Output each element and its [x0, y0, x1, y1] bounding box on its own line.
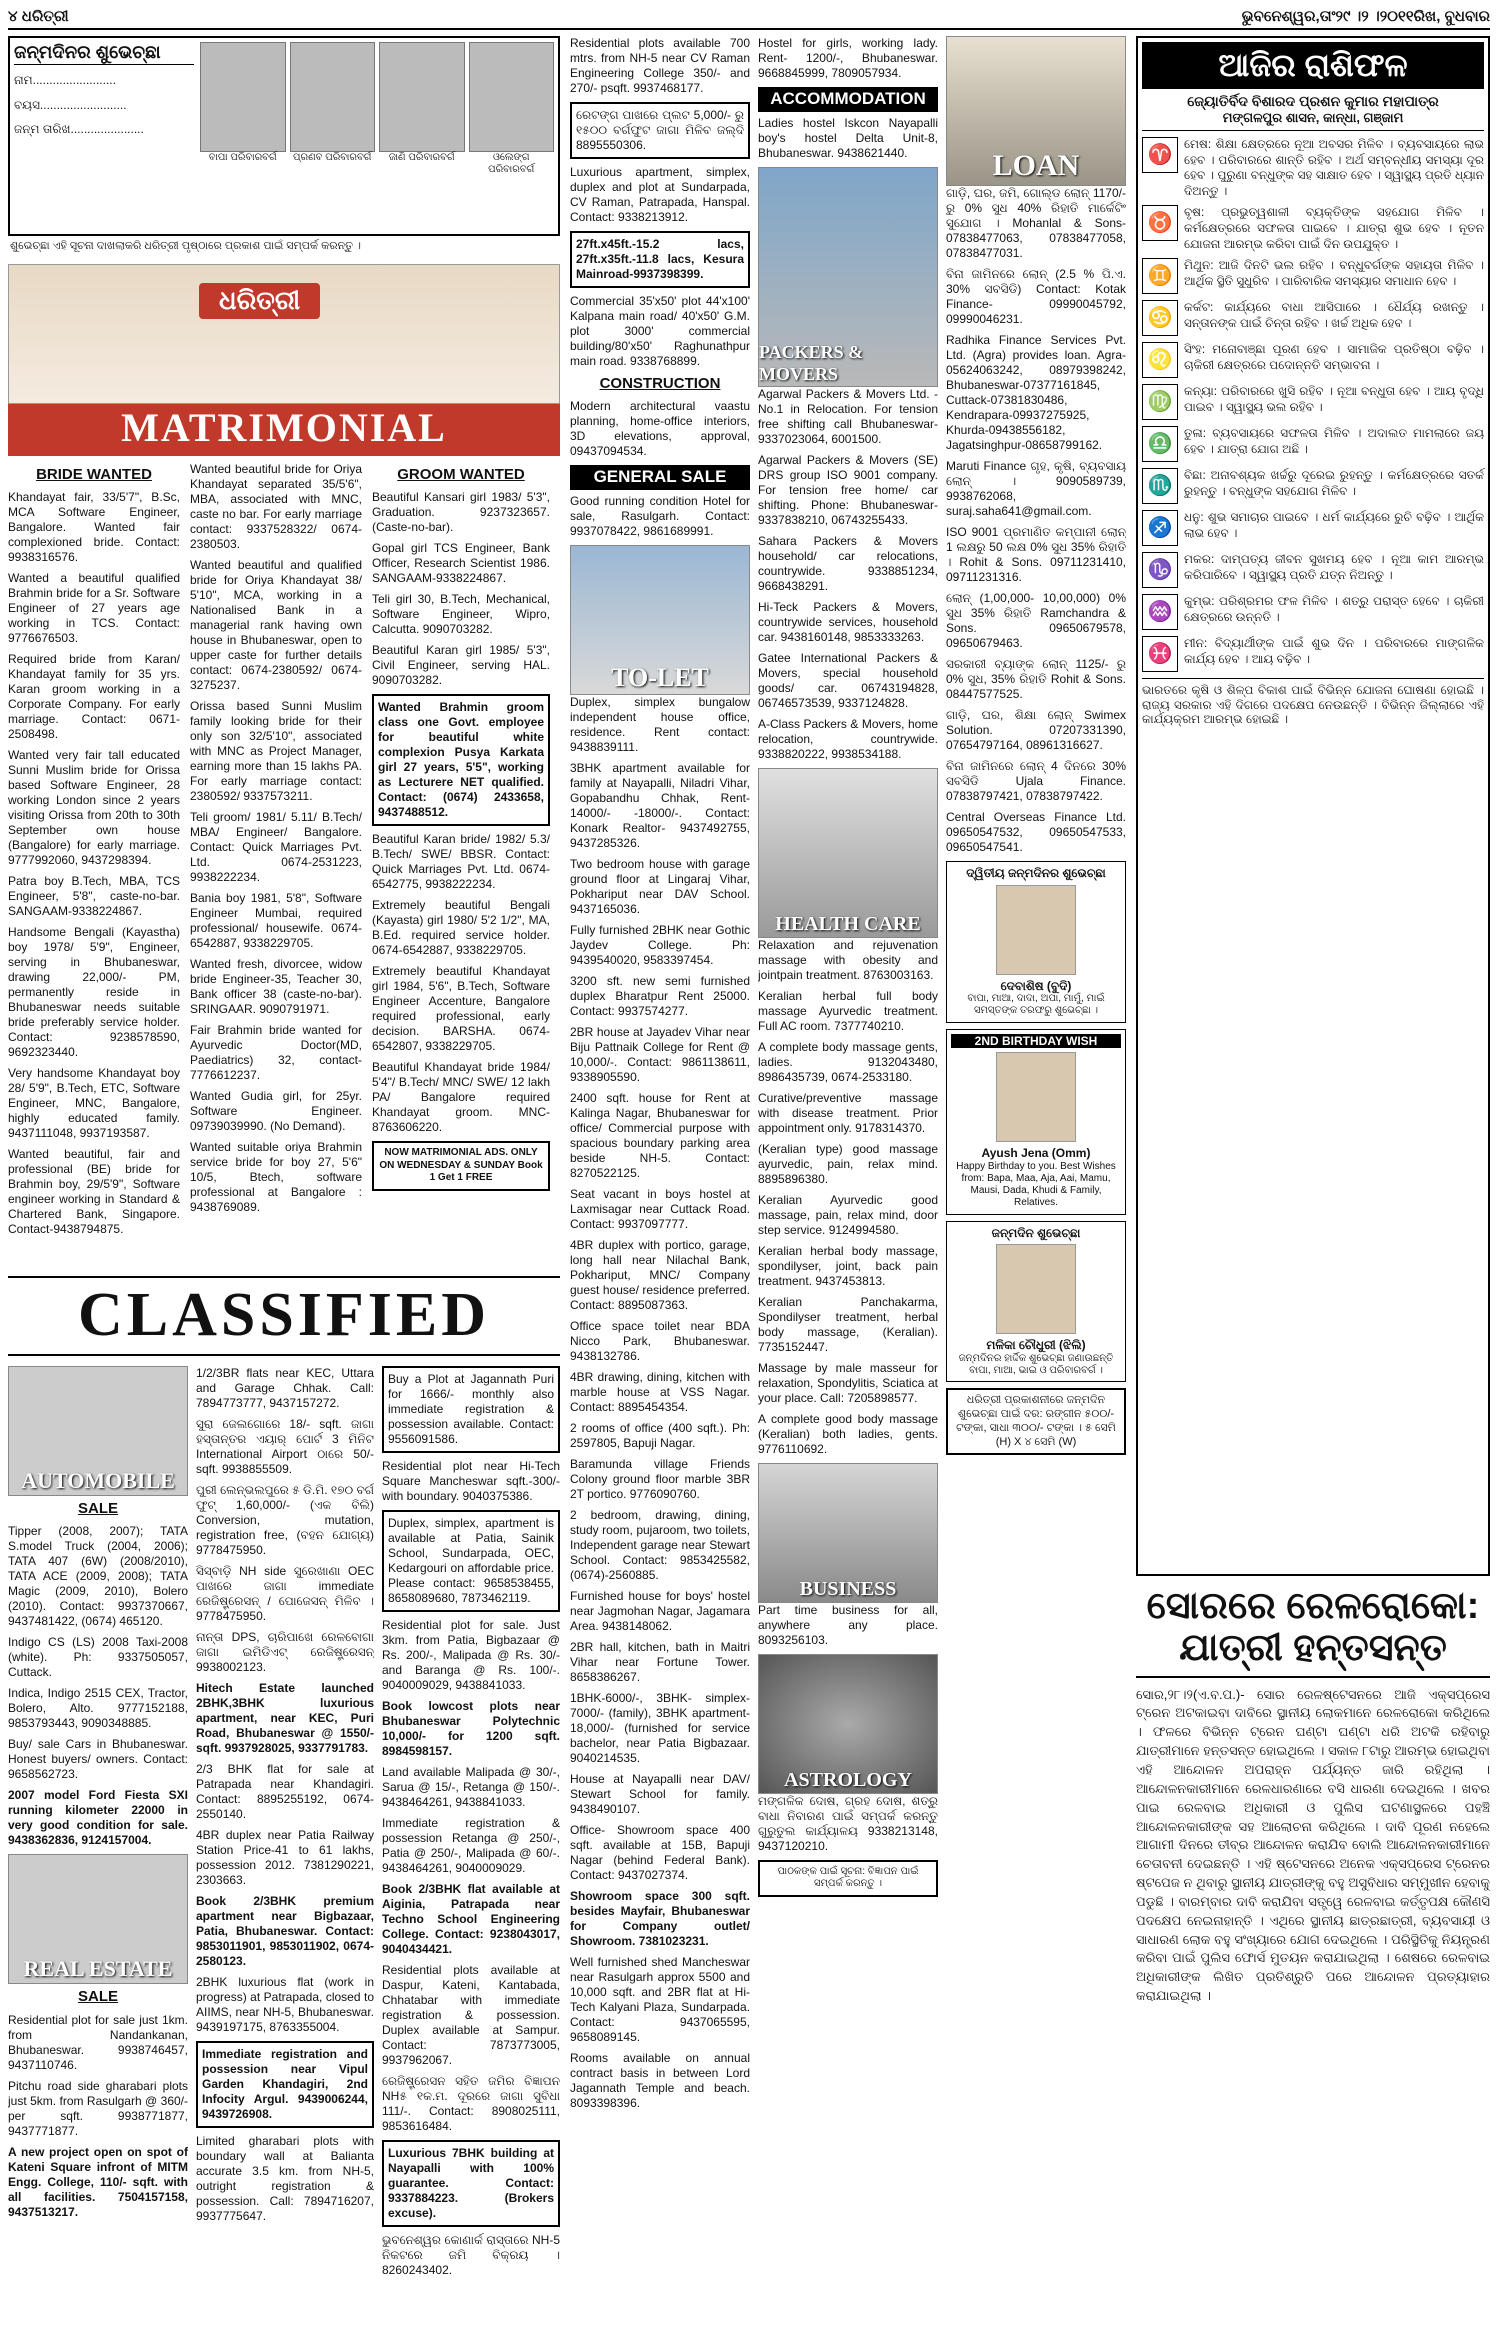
- matrimonial-ad: Gopal girl TCS Engineer, Bank Officer, Research Scientist 1986. SANGAAM-9338224867.: [372, 541, 550, 586]
- matrimonial-ad: Patra boy B.Tech, MBA, TCS Engineer, 5'8", caste-no-bar. SANGAAM-9338224867.: [8, 874, 180, 919]
- news-article: [1136, 1586, 1490, 2329]
- classified-ad: A new project open on spot of Kateni Square infront of MITM Engg. College, 110/- sqft. with all facilities. 7504157158, 9437513217.: [8, 2144, 188, 2219]
- rashi-list: [1142, 137, 1484, 672]
- birthday-field-age: ବୟସ..........................: [14, 97, 127, 112]
- classified-ad: 2/3 BHK flat for sale at Patrapada near Khandagiri. Contact: 8895255192, 0674-2550140.: [196, 1762, 374, 1821]
- header-right: ଭୁବନେଶ୍ୱର,ତାଂ୨୯ ।୨ ।୨୦୧୧ରିଖ, ବୁଧବାର: [1241, 7, 1490, 25]
- rashi-symbol-icon: ♓: [1142, 636, 1178, 672]
- classified-ad: Hitech Estate launched 2BHK,3BHK luxurious apartment, near KEC, Puri Road, Bhubaneswar @ 1550/- sqft. 9937928025, 9337791783.: [196, 1681, 374, 1755]
- classified-ad: ଗାଡ଼ି, ଘର, ଜମି, ଗୋଲ୍ଡ ଲୋନ୍ 1170/- ରୁ 0% ସୁଧ 40% ରିହାତି ମାର୍କେଟିଂ ସୁଯୋଗ । Mohanlal & Sons- 07838477063, 07838477058, 07838477031.: [946, 186, 1126, 260]
- classified-ad: Book 2/3BHK premium apartment near Bigbazaar, Patia, Bhubaneswar. Contact: 9853011901, 9853011902, 0674-2580123.: [196, 1894, 374, 1968]
- classified-ad: 2BR hall, kitchen, bath in Maitri Vihar near Fortune Tower. 8658386267.: [570, 1640, 750, 1685]
- news-headline-1: ସୋରରେ ରେଳରୋକୋ:: [1146, 1586, 1480, 1627]
- classified-ad-boxed: Buy a Plot at Jagannath Puri for 1666/- monthly also immediate registration & possession available. Contact: 9556091586.: [382, 1366, 560, 1453]
- classified-ad: Massage by male masseur for relaxation, Spondylitis, Sciatica at your place. Call: 7205898577.: [758, 1360, 938, 1405]
- matrimonial-ad: Beautiful Kansari girl 1983/ 5'3", Graduation. 9237323657. (Caste-no-bar).: [372, 490, 550, 535]
- classified-ad: Buy/ sale Cars in Bhubaneswar. Honest buyers/ owners. Contact: 9658562723.: [8, 1737, 188, 1782]
- matrimonial-ad-boxed: Wanted Brahmin groom class one Govt. employee for beautiful white complexion Pusya Karkata girl 27 years, 5'5", working as Lecturere NET qualified. Contact: (0674) 2433658, 9437488512.: [372, 694, 550, 826]
- real-estate-image: REAL ESTATE: [8, 1854, 188, 1984]
- classified-ad: Office space toilet near BDA Nicco Park, Bhubaneswar. 9438132786.: [570, 1319, 750, 1364]
- classified-ad: Keralian herbal full body massage Ayurvedic treatment. Full AC room. 7377740210.: [758, 988, 938, 1033]
- classified-ad: Hostel for girls, working lady. Rent- 1200/-, Bhubaneswar. 9668845999, 7809057934.: [758, 36, 938, 80]
- photo-4: [469, 42, 555, 152]
- classified-ad: Book lowcost plots near Bhubaneswar Polytechnic 10,000/- for 1200 sqft. 8984598157.: [382, 1699, 560, 1758]
- matrimonial-ad: Beautiful Khandayat bride 1984/ 5'4"/ B.Tech/ MNC/ SWE/ 12 lakh PA/ Bangalore required Khandayat groom. MNC- 8763606220.: [372, 1060, 550, 1135]
- classified-ad: 2400 sqft. house for Rent at Kalinga Nagar, Bhubaneswar for office/ Commercial purpose with spacious boundary parking area beside NH-5. Contact: 8270522125.: [570, 1091, 750, 1181]
- classified-ad: 2 rooms of office (400 sqft.). Ph: 2597805, Bapuji Nagar.: [570, 1421, 750, 1451]
- classified-ad-boxed: 27ft.x45ft.-15.2 lacs, 27ft.x35ft.-11.8 lacs, Kesura Mainroad-9937398399.: [570, 231, 750, 288]
- classified-col-4: [570, 36, 750, 2316]
- header-left: ୪ ଧରିତ୍ରୀ: [8, 7, 69, 25]
- classified-ad: Indigo CS (LS) 2008 Taxi-2008 (white). Ph: 9337505057, Cuttack.: [8, 1635, 188, 1680]
- classified-ad: 3BHK apartment available for family at Nayapalli, Niladri Vihar, Gopabandhu Chhak, Rent-14000/- -18000/-. Contact: Konark Realtor- 9437492755, 9437285326.: [570, 761, 750, 851]
- rashifal-section: [1136, 36, 1490, 1576]
- classified-ad: Modern architectural vaastu planning, home-office interiors, 3D elevations, approval, 09437094534.: [570, 399, 750, 459]
- accommodation-heading: ACCOMMODATION: [758, 87, 938, 112]
- classified-col-3: [382, 1366, 560, 2329]
- rashi-item: ♌ ସିଂହ: ମନୋବାଞ୍ଛା ପୂରଣ ହେବ । ସାମାଜିକ ପ୍ରତିଷ୍ଠା ବଢ଼ିବ । ଚାକିରୀ କ୍ଷେତ୍ରରେ ପଦୋନ୍ନତି ସମ୍ଭାବନା ।: [1142, 342, 1484, 378]
- child-name: ମଳିକା ଚୌଧୁରୀ (ଝିଲି): [986, 1338, 1086, 1353]
- classified-ad: 2007 model Ford Fiesta SXI running kilometer 22000 in very good condition for sale. 9438362836, 9124157004.: [8, 1788, 188, 1848]
- classified-ad: Seat vacant in boys hostel at Laxmisagar near Cuttack Road. Contact: 9937097777.: [570, 1187, 750, 1232]
- birthday-form-box: [8, 36, 560, 236]
- classified-ad: ନାନ୍ତା DPS, ଚାରିପାଖେ ରେଳବୋଗା ଜାଗା ଇମିଡିଏଟ୍ ରେଜିଷ୍ଟ୍ରେସନ୍ 9938002123.: [196, 1630, 374, 1674]
- subscribe-box: ପାଠକଙ୍କ ପାଇଁ ସୂଚନା: ବିଜ୍ଞାପନ ପାଇଁ ସମ୍ପର୍କ କରନ୍ତୁ ।: [758, 1860, 938, 1897]
- matrimonial-ad: Handsome Bengali (Kayastha) boy 1978/ 5'9", Engineer, serving in Bhubaneswar, drawing 22,000/- PM, permanently reside in Bhubaneswar needs suitable bride preferably service holder. Contact: 9238578590, 9692323440.: [8, 925, 180, 1060]
- classified-banner-box: [8, 1276, 560, 1356]
- child-photo: [996, 1052, 1076, 1142]
- matrimonial-ad: Wanted beautiful and qualified bride for Oriya Khandayat 38/ 5'10", MCA, working in a Nationalised Bank in a managerial rank having own house in Bhubaneswar, open to upper caste for further details contact: 0674-2380592/ 0674-3275237.: [190, 558, 362, 692]
- classified-ad: A complete good body massage (Keralian) both ladies, gents. 9776110692.: [758, 1411, 938, 1456]
- matrimonial-ad: Wanted fresh, divorcee, widow bride Engineer-35, Teacher 30, Bank officer 38 (caste-no-bar). SRINGAAR. 9090791971.: [190, 957, 362, 1016]
- classified-ad: Maruti Finance ଗୃହ, କୃଷି, ବ୍ୟବସାୟ ଲୋନ୍ । 9090589739, 9938762068, suraj.saha641@gmail.com.: [946, 459, 1126, 518]
- classified-ad: 4BR drawing, dining, kitchen with marble house at VSS Nagar. Contact: 8895454354.: [570, 1370, 750, 1415]
- classified-ad: Relaxation and rejuvenation massage with obesity and jointpain treatment. 8763003163.: [758, 937, 938, 982]
- classified-ad: 3200 sft. new semi furnished duplex Bharatpur Rent 25000. Contact: 9937574277.: [570, 974, 750, 1019]
- rashi-item: ♉ ବୃଷ: ପ୍ରଭୁତ୍ୱଶାଳୀ ବ୍ୟକ୍ତିଙ୍କ ସହଯୋଗ ମିଳିବ । କର୍ମକ୍ଷେତ୍ରରେ ସଫଳତା ପାଇବେ । ଯାତ୍ରା ଶୁଭ ହେବ । ନୂତନ ଯୋଜନା ଆରମ୍ଭ କରିବା ପାଇଁ ଦିନ ଉପଯୁକ୍ତ ।: [1142, 205, 1484, 252]
- classified-ad: ISO 9001 ପ୍ରମାଣିତ କମ୍ପାନୀ ଲୋନ୍ 1 ଲକ୍ଷରୁ 50 ଲକ୍ଷ 0% ସୁଧ 35% ରିହାତି । Rohit & Sons. 09711231410, 09711231316.: [946, 525, 1126, 584]
- classified-ad: Baramunda village Friends Colony ground floor marble 3BR 2T portico. 9776090760.: [570, 1457, 750, 1502]
- classified-ad: Keralian Panchakarma, Spondilyser treatment, herbal body massage, (Keralian). 7735152447.: [758, 1294, 938, 1354]
- classified-ad: Central Overseas Finance Ltd. 09650547532, 09650547533, 09650547541.: [946, 810, 1126, 854]
- classified-ad: 2BR house at Jayadev Vihar near Biju Pattnaik College for Rent @ 10,000/-. Contact: 9861138611, 9338905590.: [570, 1025, 750, 1085]
- classified-ad: ସୁରା ଜେଲଗୋରେ 18/- sqft. ଜାଗା ହସ୍ତାନ୍ତର ଏୟାର୍ ପୋର୍ଟ 3 ମିନିଟ International Airport ଠାରେ 50/- sqft. 9938855509.: [196, 1417, 374, 1476]
- construction-heading: CONSTRUCTION: [599, 375, 721, 392]
- classified-col-2: [196, 1366, 374, 2329]
- classified-ad: ବିନା ଜାମିନରେ ଲୋନ୍ (2.5 % ପି.ଏ. 30% ସବସିଡି) Contact: Kotak Finance- 09990045792, 09990046231.: [946, 267, 1126, 326]
- groom-wanted-col: [372, 462, 550, 1243]
- matrimonial-ad: Extremely beautiful Khandayat girl 1984, 5'6", B.Tech, Software Engineer Accenture, Bangalore required professional, early decision. BARSHA. 0674-6542807, 9338229705.: [372, 964, 550, 1054]
- classified-ad: Residential plots available at Daspur, Kateni, Kantabada, Chhatabar with immediate registration & possession. Duplex available at Sampur. Contact: 7873773005, 9937962067.: [382, 1963, 560, 2067]
- rashi-symbol-icon: ♋: [1142, 300, 1178, 336]
- classified-ad-boxed: Luxurious 7BHK building at Nayapalli with 100% guarantee. Contact: 9337884223. (Brokers excuse).: [382, 2140, 560, 2227]
- rashi-symbol-icon: ♎: [1142, 426, 1178, 462]
- photo-3: [379, 42, 465, 152]
- classified-ad: ସିସ୍‌ବାଡ଼ି NH side ସୁରେଖାଣା OEC ପାଖରେ ଜାଗା immediate ରେଜିଷ୍ଟ୍ରେସନ୍ / ପୋଜେସନ୍ ମିଳିବ । 9778475950.: [196, 1564, 374, 1623]
- rashi-symbol-icon: ♏: [1142, 468, 1178, 504]
- rashi-item: ♐ ଧନୁ: ଶୁଭ ସମାଚାର ପାଇବେ । ଧର୍ମ କାର୍ଯ୍ୟରେ ରୁଚି ବଢ଼ିବ । ଆର୍ଥିକ ଲାଭ ହେବ ।: [1142, 510, 1484, 546]
- child-name: Ayush Jena (Omm): [981, 1146, 1091, 1161]
- birthday-wish-message: ବାପା, ମାଆ, ଦାଦା, ଅପା, ମାମୁଁ, ମାଇଁ ସମସ୍ତଙ୍କ ତରଫରୁ ଶୁଭେଚ୍ଛା ।: [967, 993, 1105, 1017]
- classified-ad: 2BHK luxurious flat (work in progress) at Patrapada, closed to AIIMS, near NH-5, Bhubaneswar. 9439197175, 8763355004.: [196, 1975, 374, 2034]
- matrimonial-ad: Wanted beautiful, fair and professional (BE) bride for Brahmin boy, 29/5'9", Software engineer working in Standard & Chartered Bank, Singapore. Contact-9438794875.: [8, 1147, 180, 1237]
- matrimonial-header-image: [8, 264, 560, 404]
- classified-ad: Rooms available on annual contract basis in between Lord Jagannath Temple and beach. 8093398396.: [570, 2051, 750, 2111]
- automobile-sale-heading: SALE: [77, 1500, 118, 1517]
- classified-ad: Agarwal Packers & Movers (SE) DRS group ISO 9001 company. For tension free home/ car shifting. Phone: Bhubaneswar- 9337838210, 06743255433.: [758, 452, 938, 527]
- rashi-symbol-icon: ♑: [1142, 552, 1178, 588]
- rashi-item: ♒ କୁମ୍ଭ: ପରିଶ୍ରମର ଫଳ ମିଳିବ । ଶତ୍ରୁ ପରାସ୍ତ ହେବେ । ଚାକିରୀ କ୍ଷେତ୍ରରେ ଉନ୍ନତି ।: [1142, 594, 1484, 630]
- loan-image: LOAN: [946, 36, 1126, 186]
- classified-ad: 4BR duplex near Patia Railway Station Price-41 to 61 lakhs, possession 2012. 7381290221, 2303663.: [196, 1828, 374, 1887]
- birthday-wish-title: ଦ୍ୱିତୀୟ ଜନ୍ମଦିନର ଶୁଭେଚ୍ଛା: [966, 866, 1106, 880]
- rashi-symbol-icon: ♊: [1142, 258, 1178, 294]
- news-headline-2: ଯାତ୍ରୀ ହନ୍ତସନ୍ତ: [1136, 1628, 1490, 1678]
- classified-ad: Immediate registration & possession Retanga @ 250/-, Patia @ 250/-, Malipada @ 60/-. 9438464261, 9040009029.: [382, 1816, 560, 1875]
- matrimonial-ad: Wanted Gudia girl, for 25yr. Software Engineer. 09739039990. (No Demand).: [190, 1089, 362, 1133]
- child-photo: [996, 885, 1076, 975]
- bride-wanted-col-2: [190, 462, 362, 1243]
- matrimonial-ad: Extremely beautiful Bengali (Kayasta) girl 1980/ 5'2 1/2", MA, B.Ed. required service holder. 0674-6542887, 9338229705.: [372, 898, 550, 958]
- classified-ad: (Keralian type) good massage ayurvedic, pain, relax mind. 8895896380.: [758, 1141, 938, 1186]
- classified-ad: Agarwal Packers & Movers Ltd. - No.1 in Relocation. For tension free shifting call Bhubaneswar- 9337023064, 6001500.: [758, 386, 938, 446]
- real-estate-sale-heading: SALE: [77, 1988, 118, 2006]
- matrimonial-ad: Fair Brahmin bride wanted for Ayurvedic Doctor(MD, Paediatrics) 32, contact-7776612237.: [190, 1023, 362, 1082]
- matrimonial-ad: Wanted beautiful bride for Oriya Khandayat separated 35/5'6", MBA, associated with MNC, caste no bar. For early marriage contact: 9337528322/ 0674-2380503.: [190, 462, 362, 551]
- rashifal-place: ମଙ୍ଗଳପୁର ଶାସନ, କାନ୍ଧା, ଗଞ୍ଜାମ: [1142, 110, 1484, 131]
- classified-ad: Office- Showroom space 400 sqft. available at 15B, Bapuji Nagar (behind Federal Bank). Contact: 9437027374.: [570, 1823, 750, 1883]
- rashi-item: ♋ କର୍କଟ: କାର୍ଯ୍ୟରେ ବାଧା ଆସିପାରେ । ଧୈର୍ଯ୍ୟ ରଖନ୍ତୁ । ସନ୍ତାନଙ୍କ ପାଇଁ ଚିନ୍ତା ରହିବ । ଖର୍ଚ୍ଚ ଅଧିକ ହେବ ।: [1142, 300, 1484, 336]
- photo-label-1: ବାପା ପରିବାରବର୍ଗ: [208, 152, 277, 163]
- classified-banner: CLASSIFIED: [77, 1281, 491, 1350]
- classified-ad: Keralian herbal body massage, spondilyser, joint, back pain treatment. 9437453813.: [758, 1243, 938, 1288]
- rashi-item: ♑ ମକର: ଦାମ୍ପତ୍ୟ ଜୀବନ ସୁଖମୟ ହେବ । ନୂଆ କାମ ଆରମ୍ଭ କରିପାରିବେ । ସ୍ୱାସ୍ଥ୍ୟ ପ୍ରତି ଯତ୍ନ ନିଅନ୍ତୁ ।: [1142, 552, 1484, 588]
- classified-ad: 1/2/3BR flats near KEC, Uttara and Garage Chhak. Call: 7894773777, 9437157272.: [196, 1366, 374, 1410]
- classified-ad: Sahara Packers & Movers household/ car relocations, countrywide. 9338851234, 9668438291.: [758, 533, 938, 593]
- matrimonial-ad: Beautiful Karan girl 1985/ 5'3", Civil Engineer, serving HAL. 9090703282.: [372, 643, 550, 688]
- birthday-field-dob: ଜନ୍ମ ତାରିଖ......................: [14, 122, 144, 137]
- rashi-symbol-icon: ♒: [1142, 594, 1178, 630]
- classified-ad: ଗାଡ଼ି, ଘର, ଶିକ୍ଷା ଲୋନ୍ Swimex Solution. 07207331390, 07654797164, 08961316627.: [946, 708, 1126, 752]
- rashifal-byline: ଜ୍ୟୋତିର୍ବିଦ ବିଶାରଦ ପ୍ରଶନ କୁମାର ମହାପାତ୍ର: [1187, 93, 1439, 110]
- classified-ad: ଲୋନ୍ (1,00,000- 10,00,000) 0% ସୁଧ 35% ରିହାତି Ramchandra & Sons. 09650679578, 09650679463.: [946, 591, 1126, 650]
- birthday-rates-box: ଧରିତ୍ରୀ ପ୍ରକାଶନୀରେ ଜନ୍ମଦିନ ଶୁଭେଚ୍ଛା ପାଇଁ ଦର: ରଙ୍ଗୀନ ୫୦୦/- ଟଙ୍କା, ସାଧା ୩୦୦/- ଟଙ୍କା । ୫ ସେମି (H) X ୪ ସେମି (W): [946, 1388, 1126, 1455]
- rashi-item: ♈ ମେଷ: ଶିକ୍ଷା କ୍ଷେତ୍ରରେ ନୂଆ ଅବସର ମିଳିବ । ବ୍ୟବସାୟରେ ଲାଭ ହେବ । ପରିବାରରେ ଶାନ୍ତି ରହିବ । ଅର୍ଥ ସମ୍ବନ୍ଧୀୟ ସମସ୍ୟା ଦୂର ହେବ । ପୁରୁଣା ବନ୍ଧୁଙ୍କ ସହ ସାକ୍ଷାତ ହେବ । ସ୍ୱାସ୍ଥ୍ୟ ପ୍ରତି ଧ୍ୟାନ ଦିଅନ୍ତୁ ।: [1142, 137, 1484, 199]
- astrology-image: ASTROLOGY: [758, 1654, 938, 1794]
- matrimonial-ad: Wanted suitable oriya Brahmin service bride for boy 27, 5'6" 10/5, Btech, software professional at Bangalore : 9438769089.: [190, 1140, 362, 1214]
- classified-ad: Residential plot for sale. Just 3km. from Patia, Bigbazaar @ Rs. 200/-, Malipada @ Rs. 30/- and Baranga @ Rs. 100/-. 9040009029, 9438841033.: [382, 1618, 560, 1692]
- classified-ad: Ladies hostel Iskcon Nayapalli boy's hostel Delta Unit-8, Bhubaneswar. 9438621440.: [758, 115, 938, 160]
- classified-ad: A complete body massage gents, ladies. 9132043480, 8986435739, 0674-2533180.: [758, 1039, 938, 1084]
- classified-ad: ଭୁବନେଶ୍ୱର କୋଣାର୍କ ରାସ୍ତାରେ NH-5 ନିକଟରେ ଜମି ବିକ୍ରୟ । 8260243402.: [382, 2233, 560, 2277]
- rashi-symbol-icon: ♉: [1142, 205, 1178, 241]
- birthday-wish-message: Happy Birthday to you. Best Wishes from: Bapa, Maa, Aja, Aai, Mamu, Mausi, Dada, Khudi & Family, Relatives.: [956, 1160, 1116, 1209]
- rashi-symbol-icon: ♍: [1142, 384, 1178, 420]
- health-care-image: HEALTH CARE: [758, 768, 938, 938]
- classified-ad: Radhika Finance Services Pvt. Ltd. (Agra) provides loan. Agra- 05624063242, 08979398242, Bhubaneswar-07377161845, Cuttack-07381830486, Kendrapara-09937275925, Khurda-09438556182, Jagatsinghpur-08658799162.: [946, 333, 1126, 452]
- page-header: [8, 6, 1490, 30]
- classified-ad: Indica, Indigo 2515 CEX, Tractor, Bolero, Alto. 9777152188, 9853793443, 9090348885.: [8, 1686, 188, 1731]
- classified-ad: Land available Malipada @ 30/-, Sarua @ 15/-, Retanga @ 150/-. 9438464261, 9438841033.: [382, 1765, 560, 1809]
- matrimonial-ad: Orissa based Sunni Muslim family looking bride for their only son 32/5'10", associated with MNC as Project Manager, earning more than 15 lakhs PA. For early marriage contact: 2380592/ 9337573211.: [190, 699, 362, 803]
- classified-ad: Residential plot for sale just 1km. from Nandankanan, Bhubaneswar. 9938746457, 9437110746.: [8, 2012, 188, 2072]
- classified-ad: Curative/preventive massage with disease treatment. Prior appointment only. 9178314370.: [758, 1090, 938, 1135]
- classified-col-5: [758, 36, 938, 2316]
- classified-ad: Hi-Teck Packers & Movers, countrywide services, household car. 9438160148, 9853333263.: [758, 599, 938, 644]
- classified-ad-boxed: ରେଟଙ୍ଗ ପାଖରେ ପ୍ଲଟ 5,000/- ରୁ ୧୫୦୦ ବର୍ଗଫୁଟ ଜାଗା ମିଳିବ ଜଲ୍‌ଦି 8895550306.: [570, 102, 750, 159]
- classified-ad: Two bedroom house with garage ground floor at Lingaraj Vihar, Pokhariput near DAV School. 9437165036.: [570, 857, 750, 917]
- rashi-symbol-icon: ♈: [1142, 137, 1178, 173]
- classified-ad: Furnished house for boys' hostel near Jagmohan Nagar, Jagamara Area. 9438148062.: [570, 1589, 750, 1634]
- classified-ad: 2 bedroom, drawing, dining, study room, pujaroom, two toilets, Independent garage near Stewart School. Contact: 9853425582, (0674)-2560885.: [570, 1508, 750, 1583]
- classified-ad: Tipper (2008, 2007); TATA S.model Truck (2004, 2006); TATA 407 (6W) (2008/2010), TATA ACE (2009, 2008); TATA Magic (2009, 2010), Bolero (2010). Contact: 9937370667, 9437481422, (0674) 465120.: [8, 1524, 188, 1629]
- classified-col-6: [946, 36, 1126, 2316]
- classified-ad: Keralian Ayurvedic good massage, pain, relax mind, door step service. 9124994580.: [758, 1192, 938, 1237]
- left-area: [8, 36, 560, 1341]
- classified-ad: Showroom space 300 sqft. besides Mayfair, Bhubaneswar for Company outlet/ Showroom. 7381023231.: [570, 1889, 750, 1949]
- birthday-wish-title: ଜନ୍ମଦିନ ଶୁଭେଚ୍ଛା: [991, 1225, 1081, 1240]
- classified-ad: Residential plots available 700 mtrs. from NH-5 near CV Raman Engineering College 350/- and 270/- psqft. 9937468177.: [570, 36, 750, 95]
- news-body: ସୋର,୨୮।୨(ଏ.ବ.ପ.)- ସୋର ରେଳଷ୍ଟେସନରେ ଆଜି ଏକ୍ସପ୍ରେସ ଟ୍ରେନ ଅଟକାଇବା ଦାବିରେ ସ୍ଥାନୀୟ ଲୋକମାନେ ରେଳରୋକୋ କରିଥିଲେ । ଫଳରେ ବିଭିନ୍ନ ଟ୍ରେନ ଘଣ୍ଟା ଘଣ୍ଟା ଧରି ଅଟକି ରହିବାରୁ ଯାତ୍ରୀମାନେ ହନ୍ତସନ୍ତ ହୋଇଥିଲେ । ସକାଳ ୮ଟାରୁ ଆରମ୍ଭ ହୋଇଥିବା ଏହି ଆନ୍ଦୋଳନ ଅପରାହ୍ନ ପର୍ଯ୍ୟନ୍ତ ଜାରି ରହିଥିଲା । ଆନ୍ଦୋଳନକାରୀମାନେ ରେଳଧାରଣାରେ ବସି ଧାରଣା ଦେଇଥିଲେ । ଖବର ପାଇ ରେଳବାଇ ଅଧିକାରୀ ଓ ପୁଲିସ ଘଟଣାସ୍ଥଳରେ ପହଞ୍ଚି ଆନ୍ଦୋଳନକାରୀଙ୍କ ସହ ଆଲୋଚନା କରିଥିଲେ । ଦାବି ପୂରଣ ନହେଲେ ଆଗାମୀ ଦିନରେ ତୀବ୍ର ଆନ୍ଦୋଳନ କରାଯିବ ବୋଲି ଆନ୍ଦୋଳନକାରୀମାନେ ଚେତାବନୀ ଦେଇଛନ୍ତି । ଏହି ଷ୍ଟେସନରେ ଅନେକ ଏକ୍ସପ୍ରେସ ଟ୍ରେନର ଷ୍ଟପେଜ ନ ଥିବାରୁ ସ୍ଥାନୀୟ ଯାତ୍ରୀଙ୍କୁ ବହୁ ଅସୁବିଧାର ସମ୍ମୁଖୀନ ହେବାକୁ ପଡୁଛି । ବାରମ୍ବାର ଦାବି କରାଯିବା ସତ୍ତ୍ୱେ ରେଳବାଇ କର୍ତ୍ତୃପକ୍ଷ କୌଣସି ପଦକ୍ଷେପ ନେଇନାହାନ୍ତି । ଏଥିରେ ସ୍ଥାନୀୟ ଛାତ୍ରଛାତ୍ରୀ, ବ୍ୟବସାୟୀ ଓ ସାଧାରଣ ଲୋକ ବହୁ ସଂଖ୍ୟାରେ ଯୋଗ ଦେଇଥିଲେ । ପରିସ୍ଥିତିକୁ ନିୟନ୍ତ୍ରଣ କରିବା ପାଇଁ ପୁଲିସ ଫୋର୍ସ ମୁତୟନ କରାଯାଇଥିଲା । ଶେଷରେ ରେଳବାଇ ଅଧିକାରୀଙ୍କ ଲିଖିତ ପ୍ରତିଶ୍ରୁତି ପରେ ଆନ୍ଦୋଳନ ପ୍ରତ୍ୟାହାର କରାଯାଇଥିଲା ।: [1136, 1686, 1490, 2004]
- child-name: ଦେବାଶିଷ (ବୁଦି): [1000, 978, 1072, 993]
- classified-ad: Gatee International Packers & Movers, special household goods/ car. 06743194828, 06746573539, 9337124828.: [758, 650, 938, 710]
- classified-ad: House at Nayapalli near DAV/ Stewart School for family. 9438490107.: [570, 1772, 750, 1817]
- classified-ad: ସରକାରୀ ବ୍ୟାଙ୍କ ଲୋନ୍ 1125/- ରୁ 0% ସୁଧ, 35% ରିହାତି Rohit & Sons. 08447577525.: [946, 657, 1126, 701]
- classified-ad-boxed: Duplex, simplex, apartment is available at Patia, Sainik School, Sundarpada, OEC, Kedargouri on affordable price. Please contact: 9658538455, 8658089680, 7873462119.: [382, 1510, 560, 1612]
- classified-ad-boxed: Immediate registration and possession near Vipul Garden Khandagiri, 2nd Infocity Argul. 9439006244, 9439726908.: [196, 2041, 374, 2128]
- birthday-form-title: ଜନ୍ମଦିନର ଶୁଭେଚ୍ଛା: [14, 42, 194, 65]
- general-sale-heading: GENERAL SALE: [570, 465, 750, 490]
- photo-2: [290, 42, 376, 152]
- classified-col-1: [8, 1366, 188, 2329]
- birthday-wish-box-1: [946, 861, 1126, 1023]
- classified-ad: 4BR duplex with portico, garage, long hall near Nilachal Bank, Pokhariput, MNC/ Company guest house/ residence preferred. Contact: 8895087363.: [570, 1238, 750, 1313]
- matrimonial-ad: Wanted very fair tall educated Sunni Muslim bride for Orissa based Software Engineer, 28 working London since 2 years visiting Orissa from 20th to 30th September own house (Bangalore) for early marriage. 9777992060, 9437298394.: [8, 748, 180, 868]
- rashi-symbol-icon: ♌: [1142, 342, 1178, 378]
- matrimonial-ad: Bania boy 1981, 5'8", Software Engineer Mumbai, required professional/ housewife. 0674-6542887, 9338229705.: [190, 891, 362, 950]
- birthday-wish-title: 2ND BIRTHDAY WISH: [951, 1034, 1121, 1049]
- classified-ad: Limited gharabari plots with boundary wall at Balianta accurate 3.5 km. from NH-5, outright registration & possession. Call: 7894716207, 9937775647.: [196, 2134, 374, 2223]
- child-photo: [996, 1244, 1076, 1334]
- classified-ad: Luxurious apartment, simplex, duplex and plot at Sundarpada, CV Raman, Patrapada, Hanspal. Contact: 9338213912.: [570, 165, 750, 224]
- rashi-item: ♏ ବିଛା: ଅନାବଶ୍ୟକ ଖର୍ଚ୍ଚରୁ ଦୂରେଇ ରୁହନ୍ତୁ । କର୍ମକ୍ଷେତ୍ରରେ ସତର୍କ ରୁହନ୍ତୁ । ବନ୍ଧୁଙ୍କ ସହଯୋଗ ମିଳିବ ।: [1142, 468, 1484, 504]
- matrimonial-banner: MATRIMONIAL: [8, 404, 560, 456]
- classified-ad: ରେଜିଷ୍ଟ୍ରେସନ ସହିତ ଜମିର ବିଜ୍ଞାପନ NH୫ ୧କ.ମ. ଦୂରରେ ଜାଗା ସୁବିଧା 111/-. Contact: 8908025111, 9853616484.: [382, 2074, 560, 2133]
- matrimonial-ad: Khandayat fair, 33/5'7", B.Sc, MCA Software Engineer, Bangalore. Wanted fair complexioned bride. Contact: 9938316576.: [8, 490, 180, 565]
- birthday-wish-box-2: [946, 1029, 1126, 1215]
- business-image: BUSINESS: [758, 1463, 938, 1603]
- birthday-note: ଶୁଭେଚ୍ଛା ଏହି ସୂଚନା ଦାଖଲାକରି ଧରିତ୍ରୀ ପୃଷ୍ଠାରେ ପ୍ରକାଶ ପାଇଁ ସମ୍ପର୍କ କରନ୍ତୁ ।: [10, 240, 362, 252]
- packers-movers-image: PACKERS & MOVERS: [758, 167, 938, 387]
- classified-ad: Fully furnished 2BHK near Gothic Jaydev College. Ph: 9439540020, 9583397454.: [570, 923, 750, 968]
- matrimonial-ad: Wanted a beautiful qualified Brahmin bride for a Sr. Software Engineer of 27 years age working in TCS. Contact: 9776676503.: [8, 571, 180, 646]
- bride-wanted-heading: BRIDE WANTED: [36, 466, 152, 483]
- matrimonial-ad: Teli girl 30, B.Tech, Mechanical, Software Engineer, Wipro, Calcutta. 9090703282.: [372, 592, 550, 637]
- dharitri-logo: ଧରିତ୍ରୀ: [199, 283, 320, 319]
- automobile-image: AUTOMOBILE: [8, 1366, 188, 1496]
- photo-1: [200, 42, 286, 152]
- rashi-symbol-icon: ♐: [1142, 510, 1178, 546]
- classified-ad: Part time business for all, anywhere any place. 8093256103.: [758, 1602, 938, 1647]
- birthday-wish-message: ଜନ୍ମଦିନର ହାର୍ଦ୍ଦିକ ଶୁଭେଚ୍ଛା ଜଣାଉଛନ୍ତି ବାପା, ମାଆ, ଭାଇ ଓ ପରିବାରବର୍ଗ ।: [958, 1352, 1114, 1377]
- classified-ad: Duplex, simplex bungalow independent house office, residence. Rent contact: 9438839111.: [570, 695, 750, 755]
- rashi-item: ♓ ମୀନ: ବିଦ୍ୟାର୍ଥୀଙ୍କ ପାଇଁ ଶୁଭ ଦିନ । ପରିବାରରେ ମାଙ୍ଗଳିକ କାର୍ଯ୍ୟ ହେବ । ଆୟ ବଢ଼ିବ ।: [1142, 636, 1484, 672]
- matrimonial-ad: Required bride from Karan/ Khandayat family for 35 yrs. Karan groom working in a Corporate Company. For early marriage. Contact: 0671-2508498.: [8, 652, 180, 742]
- rashifal-title: ଆଜିର ରାଶିଫଳ: [1142, 42, 1484, 89]
- photo-label-3: ଜାଣି ପରିବାରବର୍ଗ: [388, 152, 455, 163]
- matrimonial-ad: Very handsome Khandayat boy 28/ 5'9", B.Tech, ETC, Software Engineer, MNC, Bangalore, highly educated family. 9437111048, 9937193587.: [8, 1066, 180, 1141]
- photo-label-2: ପ୍ରଣବ ପରିବାରବର୍ଗ: [293, 152, 372, 163]
- classified-ad: ପୁରୀ ଲେନ୍‌ଭଲପୁରେ ୫ ଡି.ମି. ୧୭୦ ବର୍ଗ ଫୁଟ୍ 1,60,000/- (ଏକ ବିଲି) Conversion, mutation, registration free, (ବହନ ଯୋଗ୍ୟ) 9778475950.: [196, 1483, 374, 1557]
- matrimonial-offer-note: NOW MATRIMONIAL ADS. ONLY ON WEDNESDAY & SUNDAY Book 1 Get 1 FREE: [372, 1141, 550, 1191]
- classified-ad: Well furnished shed Mancheswar near Rasulgarh approx 5500 and 10,000 sqft. and 2BR flat at Hi-Tech Kalyani Plaza, Sundarpada. Contact: 9437065595, 9658089145.: [570, 1955, 750, 2045]
- classified-ad: Book 2/3BHK flat available at Aiginia, Patrapada near Techno School Engineering College. Contact: 9238043017, 9040434421.: [382, 1882, 560, 1956]
- classified-ad: Good running condition Hotel for sale, Rasulgarh. Contact: 9937078422, 9861689991.: [570, 494, 750, 539]
- classified-ad: Residential plot near Hi-Tech Square Mancheswar sqft.-300/- with boundary. 9040375386.: [382, 1459, 560, 1503]
- rashifal-footer-text: ଭାରତରେ କୃଷି ଓ ଶିଳ୍ପ ବିକାଶ ପାଇଁ ବିଭିନ୍ନ ଯୋଜନା ଘୋଷଣା ହୋଇଛି । ରାଜ୍ୟ ସରକାର ଏହି ଦିଗରେ ପଦକ୍ଷେପ ନେଉଛନ୍ତି । ବିଭିନ୍ନ ଜିଲ୍ଲାରେ ଏହି କାର୍ଯ୍ୟକ୍ରମ ଆରମ୍ଭ ହୋଇଛି ।: [1142, 678, 1484, 727]
- classified-ad: 1BHK-6000/-, 3BHK- simplex-7000/- (family), 3BHK apartment-18,000/- (furnished for service bachelor, near Patia Bigbazaar. 9040214535.: [570, 1691, 750, 1766]
- to-let-image: TO-LET: [570, 545, 750, 695]
- rashi-item: ♎ ତୁଳା: ବ୍ୟବସାୟରେ ସଫଳତା ମିଳିବ । ଅଦାଲତ ମାମଲାରେ ଜୟ ହେବ । ଯାତ୍ରା ଯୋଗ ଅଛି ।: [1142, 426, 1484, 462]
- classified-ad: ବିନା ଜାମିନରେ ଲୋନ୍ 4 ଦିନରେ 30% ସବସିଡି Ujala Finance. 07838797421, 07838797422.: [946, 759, 1126, 803]
- matrimonial-ad: Teli groom/ 1981/ 5.11/ B.Tech/ MBA/ Engineer/ Bangalore. Contact: Quick Marriages Pvt. Ltd. 0674-2531223, 9938222234.: [190, 810, 362, 884]
- classified-ad: ମଙ୍ଗଳିକ ଦୋଷ, ଗ୍ରହ ଦୋଷ, ଶତ୍ରୁ ବାଧା ନିବାରଣ ପାଇଁ ସମ୍ପର୍କ କରନ୍ତୁ ଗୁରୁତୁଲ କାର୍ଯ୍ୟାଳୟ 9338213148, 9437120210.: [758, 1793, 938, 1853]
- rashi-item: ♊ ମିଥୁନ: ଆଜି ଦିନଟି ଭଲ ରହିବ । ବନ୍ଧୁବର୍ଗଙ୍କ ସହାୟତା ମିଳିବ । ଆର୍ଥିକ ସ୍ଥିତି ସୁଧୁରିବ । ପାରିବାରିକ ସମସ୍ୟାର ସମାଧାନ ହେବ ।: [1142, 258, 1484, 294]
- classified-ad: Pitchu road side gharabari plots just 5km. from Rasulgarh @ 360/- per sqft. 9938771877, 9437771877.: [8, 2078, 188, 2138]
- bride-wanted-col: [8, 462, 180, 1243]
- classified-ad: Commercial 35'x50' plot 44'x100' Kalpana main road/ 40'x50' G.M. plot 3000' commercial building/80'x50' Raghunathpur main road. 9338768899.: [570, 294, 750, 368]
- groom-wanted-heading: GROOM WANTED: [397, 466, 525, 483]
- rashi-item: ♍ କନ୍ୟା: ପରିବାରରେ ଖୁସି ରହିବ । ନୂଆ ବନ୍ଧୁତା ହେବ । ଆୟ ବୃଦ୍ଧି ପାଇବ । ସ୍ୱାସ୍ଥ୍ୟ ଭଲ ରହିବ ।: [1142, 384, 1484, 420]
- birthday-field-name: ନାମ.........................: [14, 72, 116, 87]
- photo-label-4: ଓଲେଙ୍ଗ ପରିବାରବର୍ଗ: [488, 152, 535, 176]
- classified-ad: A-Class Packers & Movers, home relocation, countrywide. 9338820222, 9938534188.: [758, 716, 938, 761]
- birthday-wish-box-3: [946, 1221, 1126, 1383]
- matrimonial-ad: Beautiful Karan bride/ 1982/ 5.3/ B.Tech/ SWE/ BBSR. Contact: Quick Marriages Pvt. Ltd. 0674-6542775, 9938222234.: [372, 832, 550, 892]
